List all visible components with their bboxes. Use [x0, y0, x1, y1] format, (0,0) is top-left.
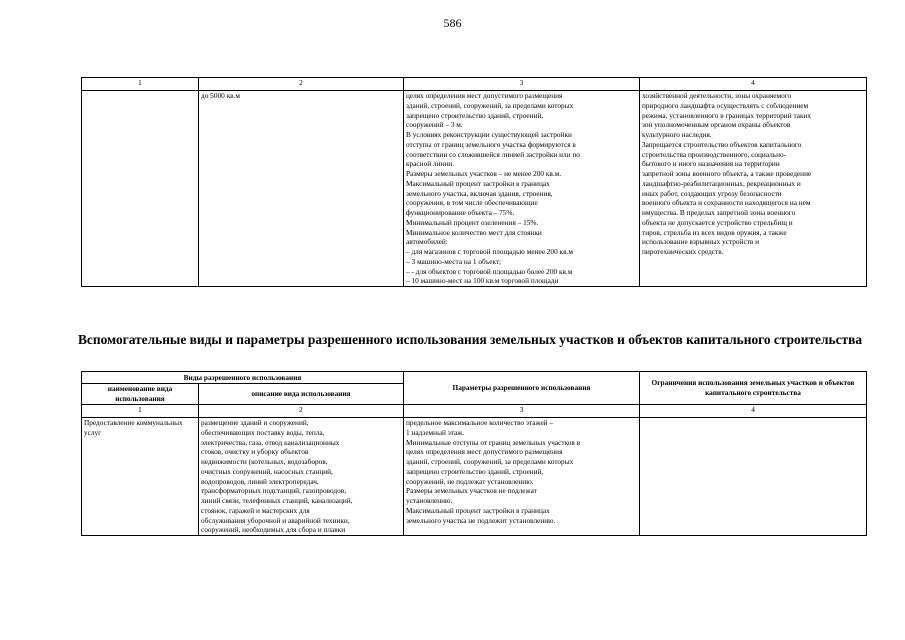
text-line: строительства производственного, социально- [642, 149, 787, 159]
text-line: В условиях реконструкции существующей застройки [406, 130, 572, 139]
text-line: режима, установленного в границах территорий таких [642, 110, 812, 120]
text-line: – 3 машино-места на 1 объект; [406, 256, 502, 266]
text-line: Размеры земельных участков – не менее 200 кв.м. [406, 169, 562, 178]
text-line: запретной зоны военного объекта, а также проведение [642, 169, 812, 178]
column-number-2: 2 [199, 78, 404, 91]
main-zone-table-continued [81, 77, 867, 287]
text-line: сооружений – 3 м. [406, 120, 463, 130]
text-line: тиров, стрельба из всех видов оружия, а также [642, 227, 787, 237]
text-line: обеспечивающих поставку воды, тепла, [201, 427, 325, 437]
text-line: размещение зданий и сооружений, [201, 418, 309, 427]
table-row [82, 418, 867, 536]
text-line: сооружений, не подлежат установлению. [406, 476, 534, 486]
type-name-cell [82, 91, 199, 287]
column-number-row [82, 78, 867, 91]
text-line: запрещено строительство зданий, строений, [406, 110, 544, 120]
header-type-name: наименование вида использования [82, 384, 199, 405]
header-restrictions: Ограничения использования земельных участков и объектов капитального строительства [640, 372, 867, 405]
text-line: отступы от границ земельного участка формируются в [406, 139, 576, 149]
header-parameters: Параметры разрешенного использования [404, 372, 640, 405]
text-line: целях определения мест допустимого размещения [406, 91, 563, 100]
text-line: водопроводов, линий электропередач, [201, 476, 319, 486]
column-number-1: 1 [82, 405, 199, 418]
text-line: земельного участка, включая здания, строения, [406, 188, 553, 198]
type-name-cell: Предоставление коммунальных услуг [82, 418, 199, 536]
type-description-cell: до 5000 кв.м [199, 91, 404, 287]
text-line: 1 надземный этаж. [406, 427, 465, 437]
text-line: пиротехнических средств. [642, 247, 724, 256]
header-group-usage-types: Виды разрешенного использования [82, 372, 404, 384]
text-line: бытового и иного назначения на территории [642, 159, 780, 169]
text-line: недвижимости (котельных, водозаборов, [201, 457, 328, 466]
column-number-2: 2 [199, 405, 404, 418]
column-number-4: 4 [640, 405, 867, 418]
page-number: 586 [443, 16, 462, 30]
text-line: – - для объектов с торговой площадью более 200 кв.м [406, 266, 573, 276]
text-line: Максимальный процент застройки в границах [406, 178, 550, 188]
text-line: использование взрывных устройств и [642, 237, 760, 247]
column-number-row [82, 405, 867, 418]
text-line: трансформаторных подстанций, газопроводов, [201, 486, 347, 496]
auxiliary-uses-table [81, 371, 867, 536]
type-description-cell [199, 418, 404, 536]
text-line: электричества, газа, отвод канализационных [201, 437, 340, 447]
text-line: иных работ, создающих угрозу безопасности [642, 188, 782, 198]
text-line: – для магазинов с торговой площадью менее 200 кв.м [406, 247, 573, 256]
text-line: линий связи, телефонных станций, канализаций, [201, 496, 353, 505]
header-type-description: описание вида использования [199, 384, 404, 405]
parameters-cell [404, 418, 640, 536]
text-line: зон уполномоченным органом охраны объектов [642, 120, 791, 130]
text-line: стоянок, гаражей и мастерских для [201, 505, 310, 515]
text-line: Размеры земельных участков не подлежат [406, 486, 537, 496]
text-line: обслуживания уборочной и аварийной техники, [201, 515, 350, 525]
text-line: красной линии. [406, 159, 455, 169]
column-number-4: 4 [640, 78, 867, 91]
text-line: природного ландшафта осуществлять с соблюдением [642, 100, 809, 110]
text-line: – 10 машино-мест на 100 кв.м торговой площади [406, 276, 559, 286]
text-line: сооружений, необходимых для сбора и плавки [201, 525, 346, 535]
text-line: военного объекта и сохранности находящегося на нем [642, 198, 811, 208]
text-line: культурного наследия. [642, 130, 712, 139]
column-number-3: 3 [404, 78, 640, 91]
text-line: соответствии со сложившейся линией застройки или по [406, 149, 580, 159]
text-line: объекта не допускается устройство стрельбищ и [642, 217, 793, 227]
text-line: Минимальный процент озеленения – 15%. [406, 217, 539, 227]
text-line: функционирование объекта – 75%. [406, 208, 515, 217]
text-line: ландшафтно-реабилитационных, рекреационных и [642, 178, 801, 188]
text-line: зданий, строений, сооружений, за пределами которых [406, 100, 574, 110]
parameters-cell [404, 91, 640, 287]
text-line: Максимальный процент застройки в границах [406, 505, 550, 515]
text-line: стоков, очистку и уборку объектов [201, 447, 309, 457]
text-line: Запрещается строительство объектов капитального [642, 139, 802, 149]
text-line: сооружения, в том числе обеспечивающие [406, 198, 538, 208]
table-row [82, 91, 867, 287]
text-line: Минимальное количество мест для стоянки [406, 227, 542, 237]
text-line: земельного участка не подлежит установлению. [406, 515, 556, 525]
restrictions-cell [640, 91, 867, 287]
header-row [82, 372, 867, 384]
text-line: зданий, строений, сооружений, за пределами которых [406, 457, 574, 466]
text-line: автомобилей: [406, 237, 448, 247]
text-line: целях определения мест допустимого размещения [406, 447, 563, 457]
text-line: установлению. [406, 496, 453, 505]
text-line: хозяйственной деятельности, зоны охраняемого [642, 91, 792, 100]
text-line: запрещено строительство зданий, строений, [406, 466, 544, 476]
text-line: очистных сооружений, насосных станций, [201, 466, 333, 476]
section-heading: Вспомогательные виды и параметры разрешенного использования земельных участков и объектов капитального строительства [78, 332, 863, 347]
text-line: Минимальные отступы от границ земельных участков в [406, 437, 581, 447]
text-line: имущества. В пределах запретной зоны военного [642, 208, 796, 217]
text-line: предельное максимальное количество этажей – [406, 418, 554, 427]
column-number-1: 1 [82, 78, 199, 91]
column-number-3: 3 [404, 405, 640, 418]
restrictions-cell [640, 418, 867, 536]
